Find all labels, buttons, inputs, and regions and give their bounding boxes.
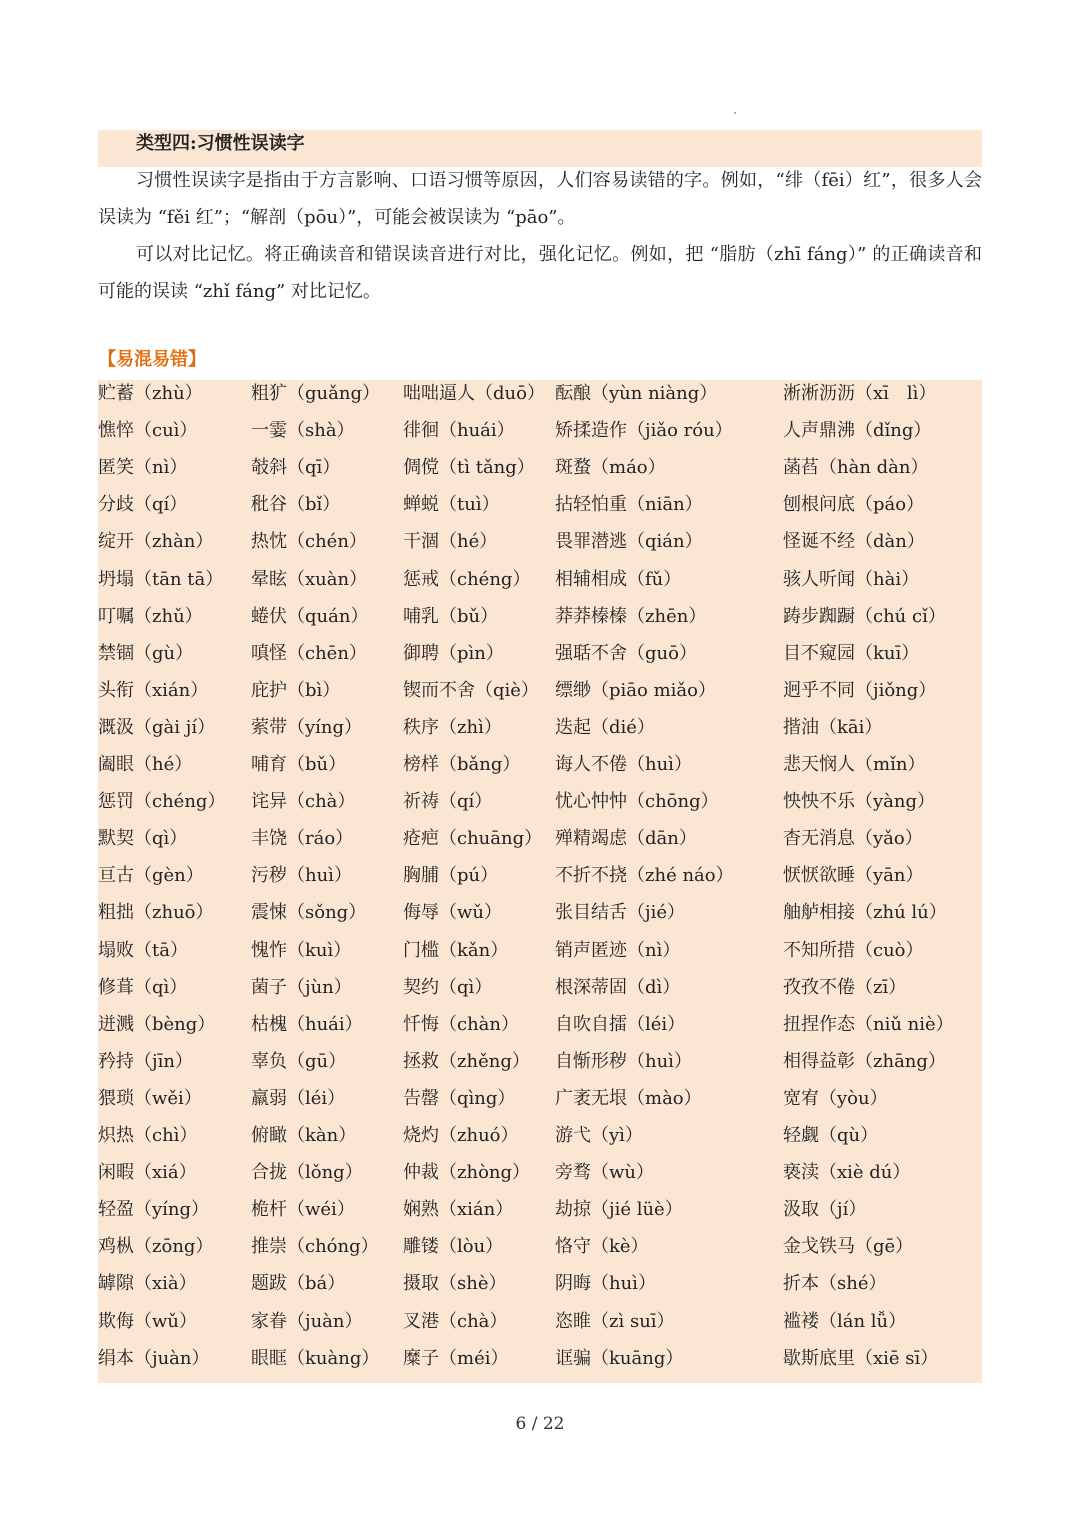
vocab-item: 庇护（bì）: [251, 679, 341, 701]
vocab-item: 烧灼（zhuó）: [403, 1125, 519, 1146]
vocab-item: 蜷伏（quán）: [251, 605, 369, 627]
vocab-item: 人声鼎沸（dǐng）: [783, 420, 932, 442]
vocab-item: 合拢（lǒng）: [251, 1162, 363, 1184]
vocab-item: 嗔怪（chēn）: [251, 642, 367, 664]
vocab-row: [98, 1048, 982, 1085]
vocab-item: 闲暇（xiá）: [98, 1162, 197, 1184]
vocab-item: 绢本（juàn）: [98, 1347, 210, 1369]
vocab-item: 哺乳（bǔ）: [403, 605, 499, 627]
memory-tip-paragraph: 可以对比记忆。将正确读音和错误读音进行对比，强化记忆。例如，把 “脂肪（zhī fáng）” 的正确读音和可能的误读 “zhǐ fáng” 对比记忆。: [98, 244, 982, 302]
vocab-item: 目不窥园（kuī）: [783, 642, 920, 664]
vocab-item: 祈祷（qí）: [403, 791, 493, 813]
vocab-item: 俯瞰（kàn）: [251, 1125, 357, 1146]
vocab-item: 亘古（gèn）: [98, 865, 204, 887]
vocab-row: [98, 974, 982, 1011]
vocab-item: 一霎（shà）: [251, 420, 355, 442]
vocab-item: 榜样（bǎng）: [403, 754, 521, 775]
vocab-item: 粗拙（zhuō）: [98, 902, 214, 924]
vocab-item: 轻盈（yíng）: [98, 1199, 210, 1221]
vocab-item: 诧异（chà）: [251, 791, 356, 813]
vocab-item: 萦带（yíng）: [251, 716, 363, 738]
vocab-item: 眼眶（kuàng）: [251, 1347, 380, 1369]
vocab-item: 恪守（kè）: [555, 1236, 649, 1258]
vocab-item: 忏悔（chàn）: [403, 1013, 519, 1035]
vocab-item: 晕眩（xuàn）: [251, 568, 368, 590]
vocab-item: 绽开（zhàn）: [98, 531, 214, 553]
vocab-item: 莽莽榛榛（zhēn）: [555, 605, 707, 627]
vocab-item: 愧怍（kuì）: [251, 939, 352, 961]
vocab-item: 忧心忡忡（chōng）: [555, 791, 719, 813]
vocab-row: [98, 1345, 982, 1382]
vocab-item: 热忱（chén）: [251, 531, 367, 553]
vocab-item: 坍塌（tān tā）: [98, 568, 224, 590]
vocab-row: [98, 491, 982, 528]
vocab-item: 淅淅沥沥（xī lì）: [783, 383, 937, 404]
vocab-item: 蝉蜕（tuì）: [403, 494, 500, 516]
vocab-row: [98, 937, 982, 974]
vocab-item: 枯槐（huái）: [251, 1013, 363, 1035]
vocab-item: 塌败（tā）: [98, 939, 188, 961]
vocab-item: 销声匿迹（nì）: [555, 939, 681, 961]
vocab-item: 恹恹欲睡（yān）: [783, 865, 924, 887]
page-number: 6 / 22: [515, 1414, 565, 1434]
vocab-item: 宽宥（yòu）: [783, 1087, 888, 1109]
vocab-item: 震悚（sǒng）: [251, 902, 367, 924]
vocab-row: [98, 899, 982, 936]
vocab-item: 矜持（jīn）: [98, 1050, 193, 1072]
vocab-item: 默契（qì）: [98, 828, 188, 850]
vocab-row: [98, 454, 982, 491]
vocab-item: 广袤无垠（mào）: [555, 1087, 702, 1109]
confusable-heading: 【易混易错】: [98, 349, 206, 370]
vocab-row: [98, 862, 982, 899]
vocab-item: 怪诞不经（dàn）: [783, 531, 925, 553]
vocab-item: 根深蒂固（dì）: [555, 976, 681, 998]
vocab-item: 殚精竭虑（dān）: [555, 828, 697, 850]
vocab-item: 雕镂（lòu）: [403, 1236, 504, 1258]
vocab-item: 告罄（qìng）: [403, 1087, 516, 1109]
vocab-item: 叮嘱（zhǔ）: [98, 605, 203, 627]
vocab-item: 折本（shé）: [783, 1273, 887, 1295]
vocab-row: [98, 528, 982, 565]
vocab-item: 粗犷（guǎng）: [251, 383, 380, 404]
vocab-item: 侮辱（wǔ）: [403, 902, 502, 924]
vocab-item: 张目结舌（jié）: [555, 902, 685, 924]
vocab-item: 哺育（bǔ）: [251, 754, 347, 775]
vocab-item: 胸脯（pú）: [403, 865, 499, 887]
vocab-item: 推崇（chóng）: [251, 1236, 379, 1258]
vocab-item: 叉港（chà）: [403, 1310, 508, 1332]
vocab-item: 菡萏（hàn dàn）: [783, 457, 929, 479]
vocab-item: 不知所措（cuò）: [783, 939, 924, 961]
vocab-row: [98, 566, 982, 603]
vocab-row: [98, 1011, 982, 1048]
vocab-item: 斑蝥（máo）: [555, 457, 666, 479]
vocab-item: 题跋（bá）: [251, 1273, 346, 1295]
vocab-item: 自惭形秽（huì）: [555, 1050, 692, 1072]
scan-speck: [734, 112, 736, 114]
vocab-table: [98, 380, 982, 1383]
vocab-item: 缥缈（piāo miǎo）: [555, 679, 716, 701]
vocab-item: 自吹自擂（léi）: [555, 1013, 686, 1035]
vocab-row: [98, 1270, 982, 1307]
vocab-item: 御聘（pìn）: [403, 642, 504, 664]
vocab-item: 畏罪潜逃（qián）: [555, 531, 703, 553]
vocab-item: 歇斯底里（xiē sī）: [783, 1347, 939, 1369]
vocab-row: [98, 788, 982, 825]
vocab-row: [98, 1122, 982, 1159]
vocab-row: [98, 1308, 982, 1345]
vocab-item: 阖眼（hé）: [98, 754, 193, 775]
vocab-item: 游弋（yì）: [555, 1125, 643, 1146]
vocab-item: 惩戒（chéng）: [403, 568, 531, 590]
vocab-item: 攲斜（qī）: [251, 457, 341, 479]
vocab-row: [98, 1085, 982, 1122]
vocab-item: 亵渎（xiè dú）: [783, 1162, 911, 1184]
intro-paragraph: 习惯性误读字是指由于方言影响、口语习惯等原因，人们容易读错的字。例如，“绯（fēi）红”，很多人会误读为 “fěi 红”；“解剖（pōu）”，可能会被误读为 “pāo”。: [98, 170, 982, 228]
section-title: 类型四:习惯性误读字: [98, 130, 982, 167]
vocab-row: [98, 640, 982, 677]
vocab-item: 头衔（xián）: [98, 679, 209, 701]
vocab-item: 契约（qì）: [403, 976, 493, 998]
vocab-item: 怏怏不乐（yàng）: [783, 791, 936, 813]
vocab-item: 杳无消息（yǎo）: [783, 828, 923, 850]
vocab-item: 门槛（kǎn）: [403, 939, 509, 961]
vocab-item: 辜负（gū）: [251, 1050, 347, 1072]
vocab-item: 菌子（jùn）: [251, 976, 352, 998]
vocab-row: [98, 714, 982, 751]
vocab-item: 酝酿（yùn niàng）: [555, 383, 718, 404]
vocab-row: [98, 417, 982, 454]
vocab-item: 惩罚（chéng）: [98, 791, 226, 813]
vocab-item: 揩油（kāi）: [783, 716, 883, 738]
vocab-item: 迥乎不同（jiǒng）: [783, 679, 937, 701]
vocab-item: 悲天悯人（mǐn）: [783, 754, 926, 775]
vocab-item: 咄咄逼人（duō）: [403, 383, 545, 404]
vocab-item: 分歧（qí）: [98, 494, 188, 516]
vocab-item: 刨根问底（páo）: [783, 494, 925, 516]
vocab-item: 阴晦（huì）: [555, 1273, 656, 1295]
vocab-row: [98, 1159, 982, 1196]
vocab-item: 旁骛（wù）: [555, 1162, 654, 1184]
vocab-item: 矫揉造作（jiǎo róu）: [555, 420, 733, 442]
vocab-row: [98, 1196, 982, 1233]
vocab-item: 舳舻相接（zhú lú）: [783, 902, 947, 924]
vocab-item: 鸡枞（zōng）: [98, 1236, 214, 1258]
vocab-item: 扭捏作态（niǔ niè）: [783, 1013, 954, 1035]
vocab-item: 娴熟（xián）: [403, 1199, 514, 1221]
vocab-row: [98, 380, 982, 417]
vocab-item: 猥琐（wěi）: [98, 1087, 202, 1109]
vocab-item: 干涸（hé）: [403, 531, 498, 553]
vocab-row: [98, 1233, 982, 1270]
vocab-item: 拈轻怕重（niān）: [555, 494, 703, 516]
vocab-item: 金戈铁马（gē）: [783, 1236, 914, 1258]
vocab-item: 孜孜不倦（zī）: [783, 976, 907, 998]
vocab-item: 骇人听闻（hài）: [783, 568, 920, 590]
vocab-item: 秕谷（bǐ）: [251, 494, 341, 516]
vocab-item: 劫掠（jié lüè）: [555, 1199, 683, 1221]
vocab-item: 诓骗（kuāng）: [555, 1347, 684, 1369]
vocab-item: 欺侮（wǔ）: [98, 1310, 197, 1332]
vocab-item: 汲取（jí）: [783, 1199, 867, 1221]
vocab-item: 糜子（méi）: [403, 1347, 509, 1369]
vocab-item: 憔悴（cuì）: [98, 420, 198, 442]
vocab-item: 迸溅（bèng）: [98, 1013, 216, 1035]
vocab-item: 溉汲（gài jí）: [98, 716, 216, 738]
vocab-item: 家眷（juàn）: [251, 1310, 363, 1332]
vocab-item: 拯救（zhěng）: [403, 1050, 530, 1072]
vocab-item: 踌步踟蹰（chú cǐ）: [783, 605, 946, 627]
vocab-item: 疮疤（chuāng）: [403, 828, 543, 850]
vocab-item: 仲裁（zhòng）: [403, 1162, 531, 1184]
vocab-item: 摄取（shè）: [403, 1273, 507, 1295]
vocab-item: 锲而不舍（qiè）: [403, 679, 539, 701]
vocab-item: 褴褛（lán lǚ）: [783, 1310, 907, 1332]
vocab-item: 污秽（huì）: [251, 865, 352, 887]
vocab-item: 丰饶（ráo）: [251, 828, 354, 850]
vocab-item: 轻觑（qù）: [783, 1125, 879, 1146]
vocab-item: 相辅相成（fǔ）: [555, 568, 682, 590]
vocab-item: 修葺（qì）: [98, 976, 188, 998]
vocab-item: 倜傥（tì tǎng）: [403, 457, 535, 479]
vocab-item: 恣睢（zì suī）: [555, 1310, 675, 1332]
vocab-row: [98, 751, 982, 788]
vocab-item: 不折不挠（zhé náo）: [555, 865, 734, 887]
vocab-item: 禁锢（gù）: [98, 642, 194, 664]
vocab-item: 相得益彰（zhāng）: [783, 1050, 946, 1072]
vocab-row: [98, 603, 982, 640]
vocab-item: 诲人不倦（huì）: [555, 754, 692, 775]
vocab-item: 桅杆（wéi）: [251, 1199, 355, 1221]
vocab-item: 强聒不舍（guō）: [555, 642, 697, 664]
vocab-row: [98, 677, 982, 714]
vocab-item: 罅隙（xià）: [98, 1273, 197, 1295]
vocab-item: 匿笑（nì）: [98, 457, 188, 479]
vocab-row: [98, 825, 982, 862]
vocab-item: 迭起（dié）: [555, 716, 655, 738]
vocab-item: 徘徊（huái）: [403, 420, 515, 442]
vocab-item: 炽热（chì）: [98, 1125, 198, 1146]
vocab-item: 秩序（zhì）: [403, 716, 502, 738]
vocab-item: 贮蓄（zhù）: [98, 383, 203, 404]
vocab-item: 羸弱（léi）: [251, 1087, 346, 1109]
